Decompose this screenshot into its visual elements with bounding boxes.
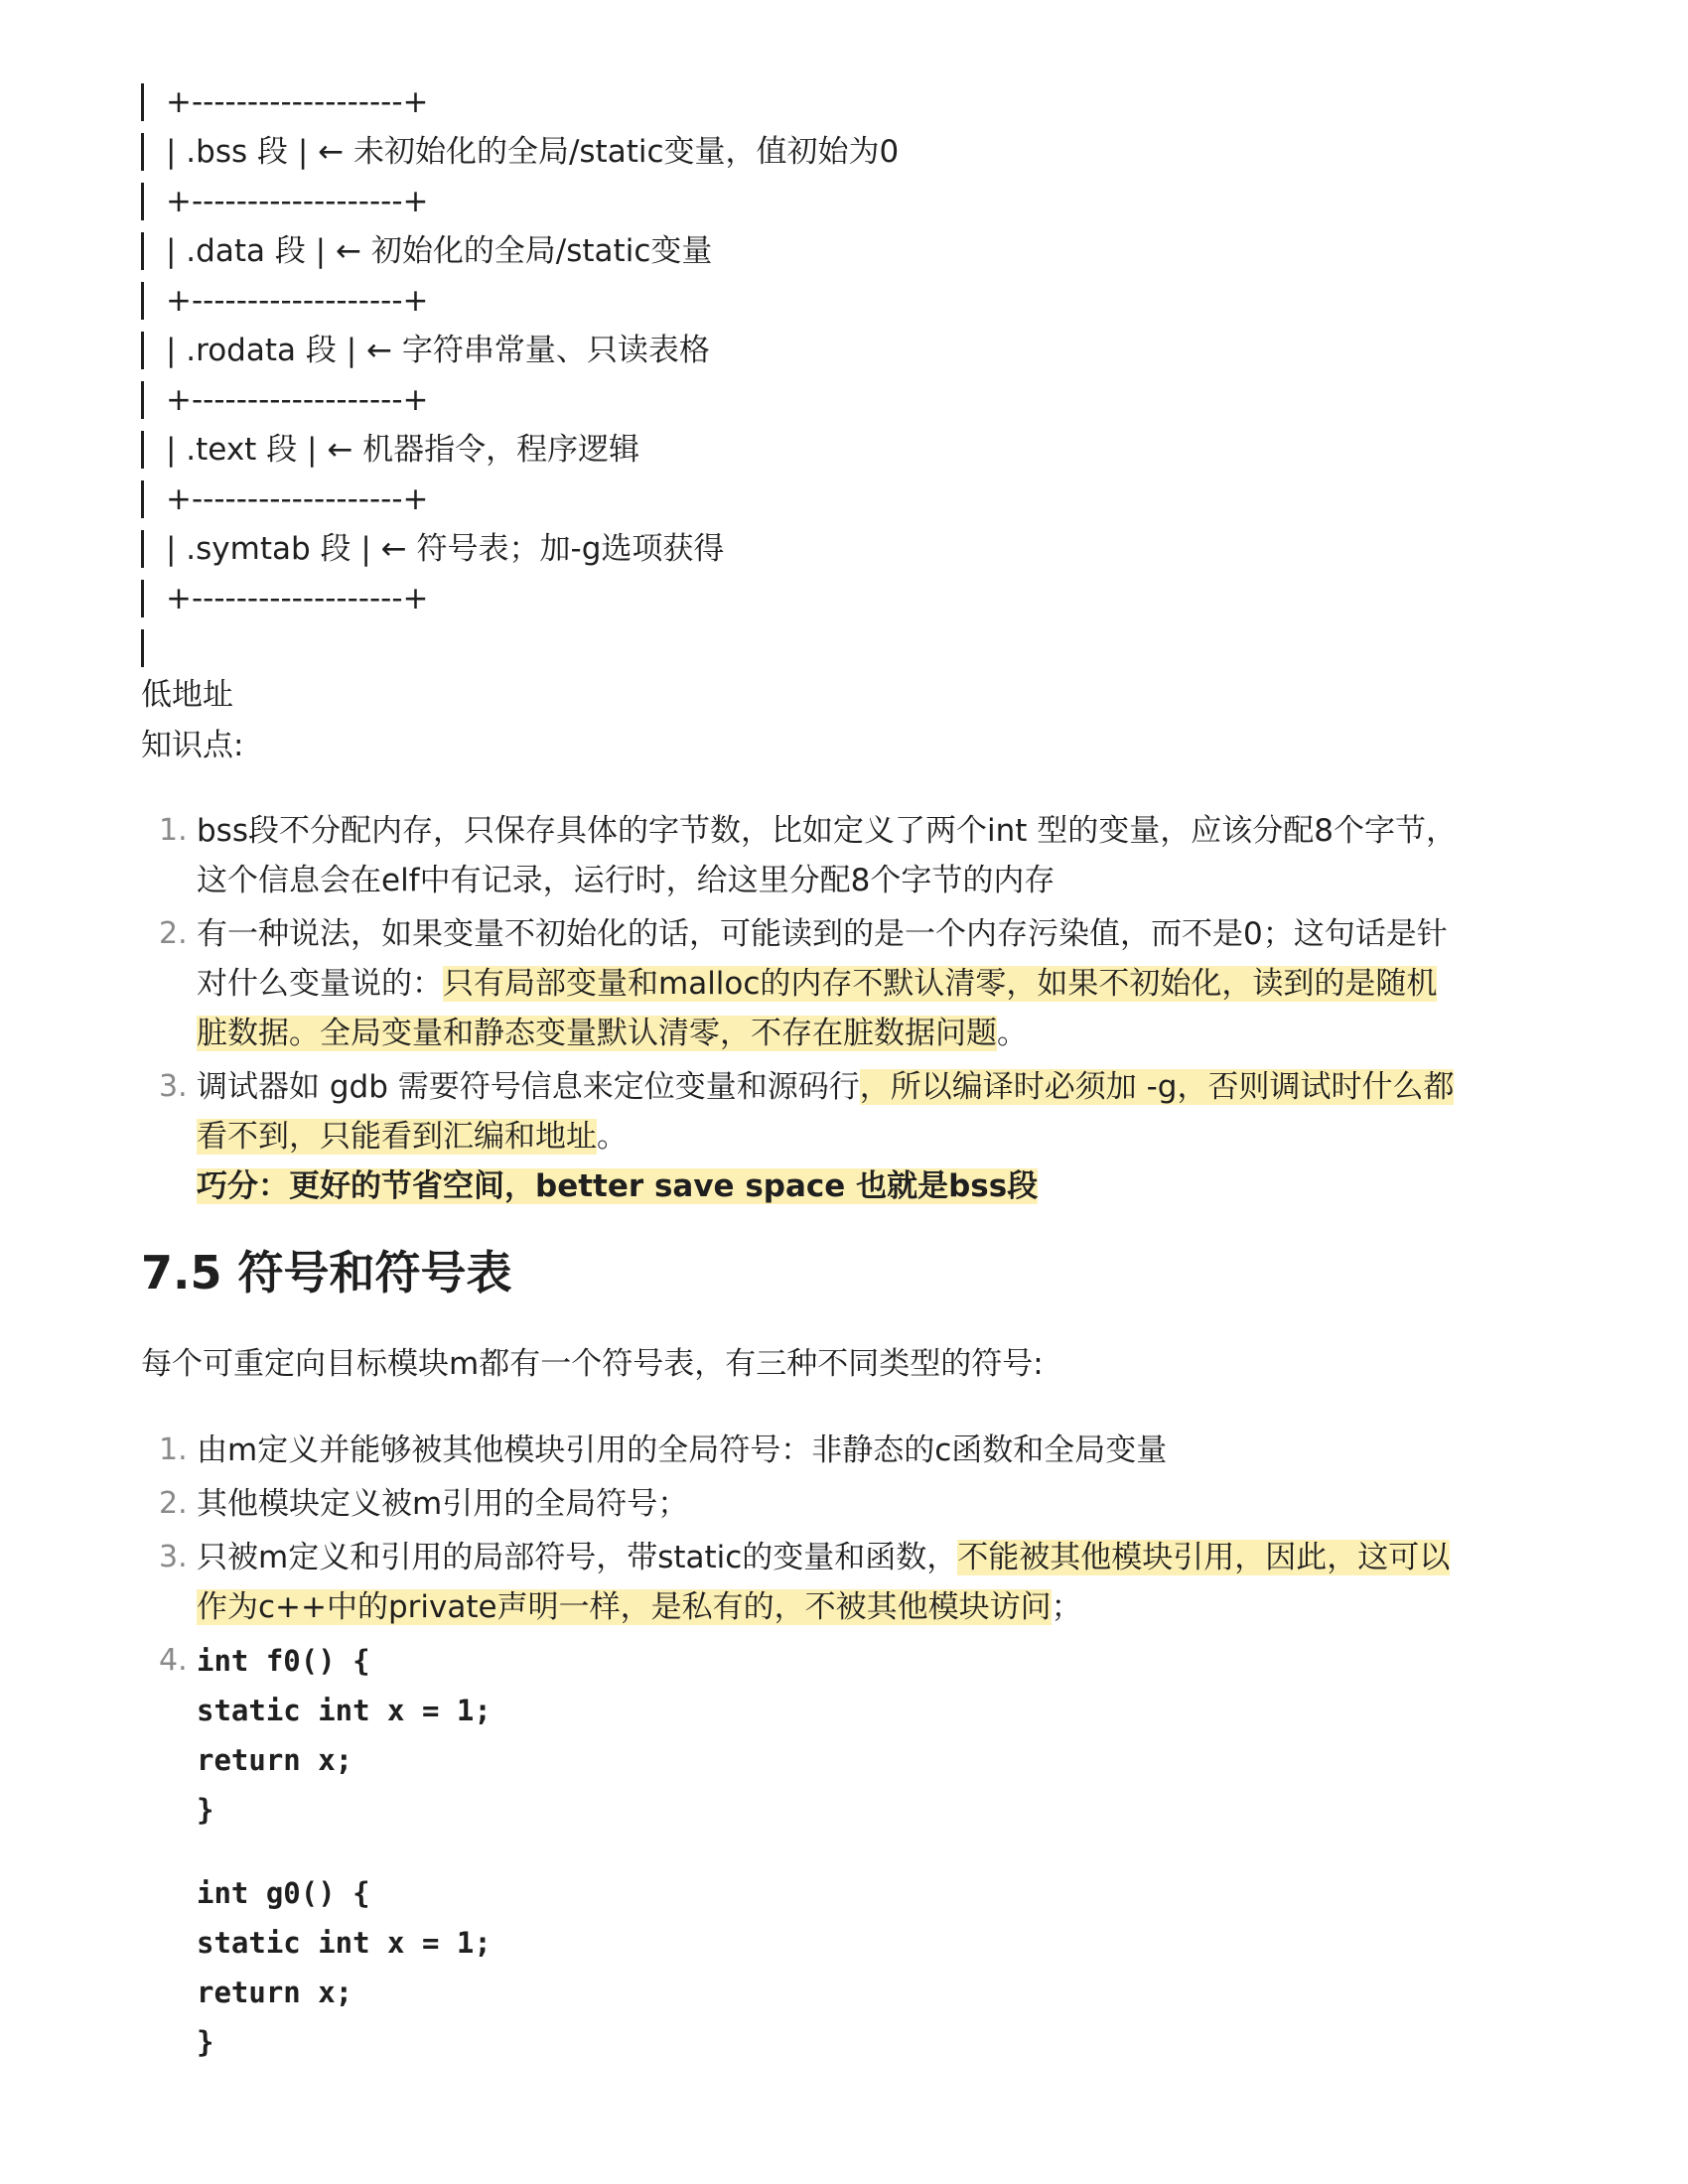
diagram-vertical-bar xyxy=(141,480,144,518)
list-number: 3. xyxy=(159,1540,188,1574)
list-item: 1. bss段不分配内存，只保存具体的字节数，比如定义了两个int 型的变量，应该分配8个字节， 这个信息会在elf中有记录，运行时，给这里分配8个字节的内存 xyxy=(141,806,1551,905)
diagram-line: | .rodata 段 | ← 字符串常量、只读表格 xyxy=(141,326,1432,375)
symbol-types-list xyxy=(141,1426,1551,2067)
diagram-line: +-------------------+ xyxy=(141,177,1432,226)
list-number: 4. xyxy=(159,1643,188,1678)
list-item: 3. 调试器如 gdb 需要符号信息来定位变量和源码行，所以编译时必须加 -g，否则调试时什么都 看不到，只能看到汇编和地址。 巧分：更好的节省空间，better save space 也就是bss段 xyxy=(141,1062,1551,1211)
section-heading: 7.5 符号和符号表 xyxy=(141,1246,512,1299)
highlighted-text: 作为c++中的private声明一样，是私有的，不被其他模块访问 xyxy=(197,1589,1052,1625)
list-number: 1. xyxy=(159,1433,188,1467)
diagram-line: +-------------------+ xyxy=(141,375,1432,425)
diagram-line: +-------------------+ xyxy=(141,276,1432,326)
diagram-vertical-bar xyxy=(141,580,144,617)
diagram-line xyxy=(141,623,1432,673)
diagram-vertical-bar xyxy=(141,332,144,369)
diagram-vertical-bar xyxy=(141,232,144,270)
diagram-vertical-bar xyxy=(141,530,144,568)
highlighted-text: ，所以编译时必须加 -g，否则调试时什么都 xyxy=(859,1069,1455,1105)
code-line: static int x = 1; xyxy=(197,1926,492,1960)
diagram-line: | .data 段 | ← 初始化的全局/static变量 xyxy=(141,226,1432,276)
diagram-vertical-bar xyxy=(141,629,144,667)
code-line: int f0() { xyxy=(197,1644,370,1678)
list-number: 2. xyxy=(159,916,188,951)
code-block xyxy=(197,1636,1551,2067)
diagram-vertical-bar xyxy=(141,381,144,419)
list-item: 2. 其他模块定义被m引用的全局符号； xyxy=(141,1479,1551,1529)
diagram-vertical-bar xyxy=(141,282,144,320)
list-item: 2. 有一种说法，如果变量不初始化的话，可能读到的是一个内存污染值，而不是0；这句话是针 对什么变量说的：只有局部变量和malloc的内存不默认清零，如果不初始化，读到的是随机 脏数据。全局变量和静态变量默认清零，不存在脏数据问题。 xyxy=(141,909,1551,1058)
section-intro: 每个可重定向目标模块m都有一个符号表，有三种不同类型的符号: xyxy=(141,1346,1044,1382)
highlighted-text: 看不到，只能看到汇编和地址 xyxy=(197,1119,597,1155)
code-line: static int x = 1; xyxy=(197,1694,492,1727)
highlighted-text: 不能被其他模块引用，因此，这可以 xyxy=(957,1540,1451,1575)
diagram-line: +-------------------+ xyxy=(141,574,1432,623)
code-line: } xyxy=(197,1793,214,1827)
code-line: return x; xyxy=(197,1743,353,1777)
diagram-line: | .symtab 段 | ← 符号表；加-g选项获得 xyxy=(141,524,1432,574)
diagram-vertical-bar xyxy=(141,83,144,121)
diagram-line: | .bss 段 | ← 未初始化的全局/static变量，值初始为0 xyxy=(141,127,1432,177)
code-line: return x; xyxy=(197,1976,353,2009)
highlighted-text: 只有局部变量和malloc的内存不默认清零，如果不初始化，读到的是随机 xyxy=(443,966,1438,1002)
list-number: 1. xyxy=(159,813,188,848)
diagram-vertical-bar xyxy=(141,183,144,220)
diagram-vertical-bar xyxy=(141,133,144,171)
list-item: 1. 由m定义并能够被其他模块引用的全局符号：非静态的c函数和全局变量 xyxy=(141,1426,1551,1475)
low-address-label: 低地址 xyxy=(141,677,233,713)
list-item: 3. 只被m定义和引用的局部符号，带static的变量和函数，不能被其他模块引用，因此，这可以 作为c++中的private声明一样，是私有的，不被其他模块访问； xyxy=(141,1533,1551,1632)
memory-layout-diagram xyxy=(141,77,1432,673)
diagram-vertical-bar xyxy=(141,431,144,469)
knowledge-points-list xyxy=(141,806,1551,1211)
list-number: 3. xyxy=(159,1069,188,1104)
code-line: } xyxy=(197,2025,214,2059)
list-number: 2. xyxy=(159,1486,188,1521)
bold-highlighted-tip: 巧分：更好的节省空间，better save space 也就是bss段 xyxy=(197,1168,1039,1204)
code-line: int g0() { xyxy=(197,1876,370,1910)
diagram-line: +-------------------+ xyxy=(141,77,1432,127)
diagram-line: +-------------------+ xyxy=(141,475,1432,524)
list-item xyxy=(141,1636,1551,2067)
highlighted-text: 脏数据。全局变量和静态变量默认清零，不存在脏数据问题 xyxy=(197,1016,997,1051)
diagram-line: | .text 段 | ← 机器指令，程序逻辑 xyxy=(141,425,1432,475)
knowledge-points-title: 知识点: xyxy=(141,728,244,763)
